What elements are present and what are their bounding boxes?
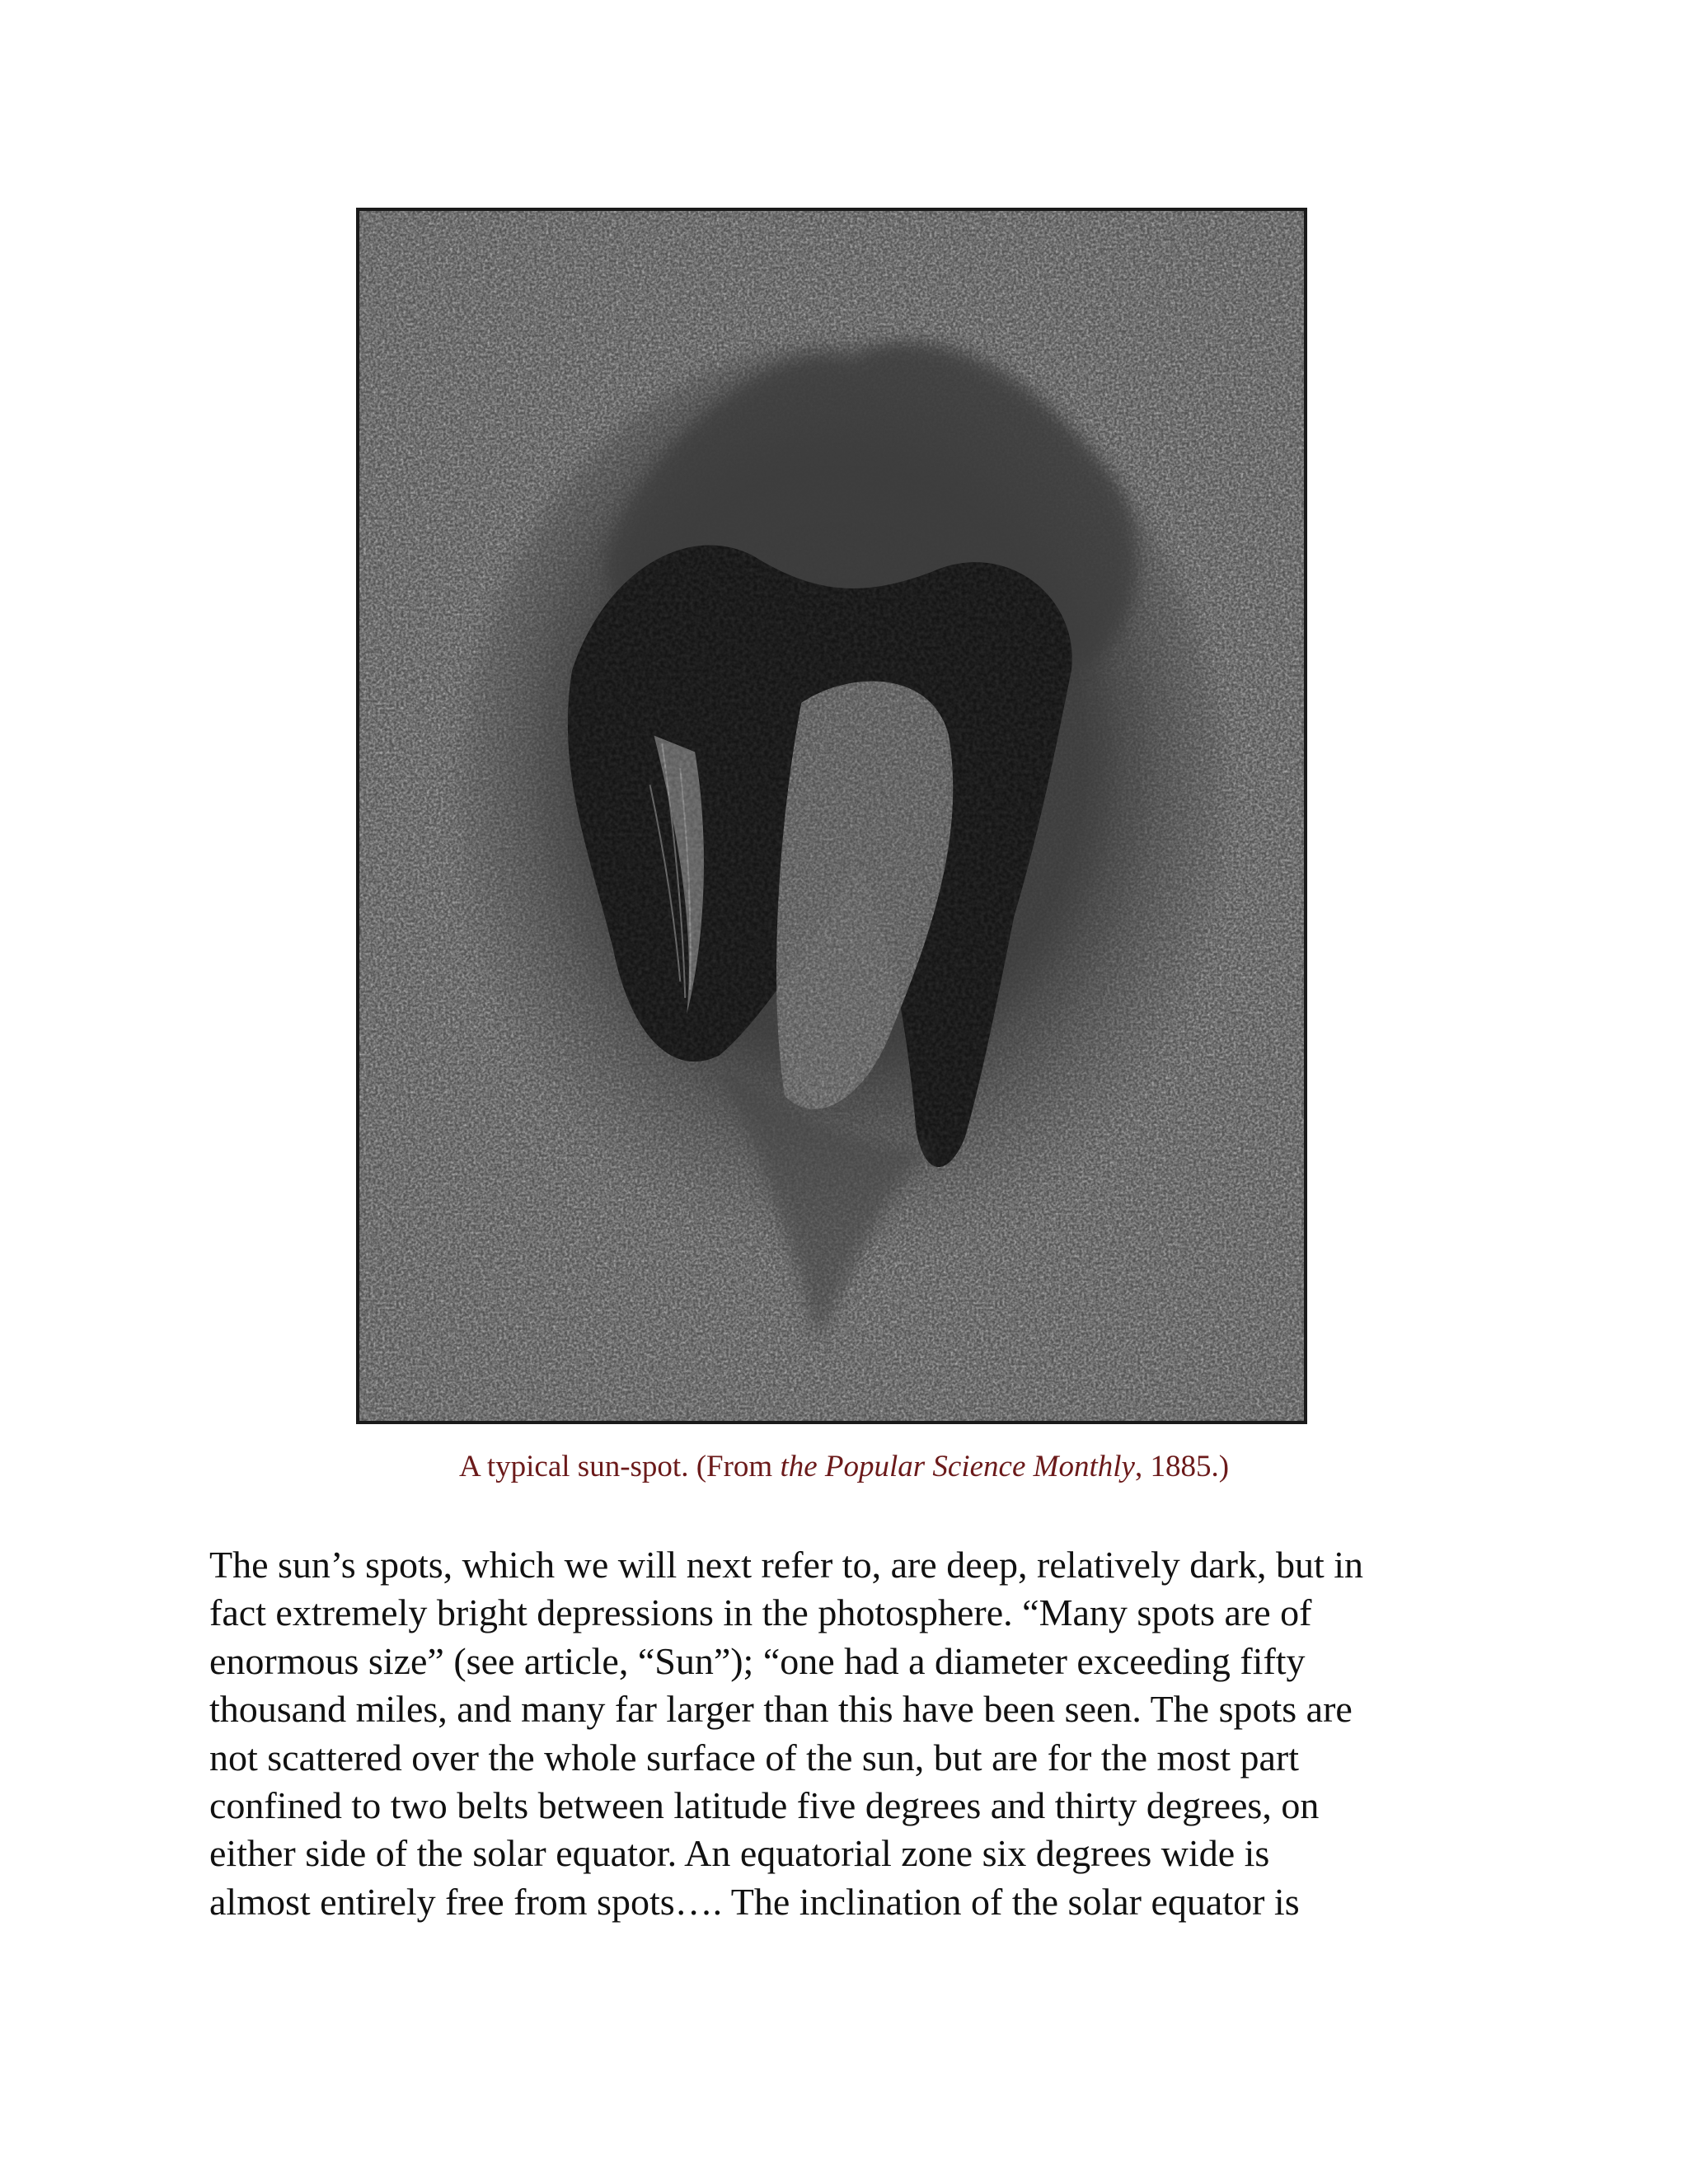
figure-caption — [0, 1449, 1688, 1485]
paragraph-line: confined to two belts between latitude five degrees and thirty degrees, on — [209, 1784, 1320, 1827]
paragraph-line: enormous size” (see article, “Sun”); “one had a diameter exceeding fifty — [209, 1639, 1306, 1682]
sunspot-engraving — [356, 208, 1307, 1424]
caption-source-title: the Popular Science Monthly — [780, 1450, 1135, 1483]
paragraph-line: not scattered over the whole surface of the sun, but are for the most part — [209, 1736, 1300, 1779]
body-paragraph — [209, 1541, 1495, 1926]
paragraph-line: fact extremely bright depressions in the photosphere. “Many spots are of — [209, 1591, 1312, 1634]
paragraph-line: either side of the solar equator. An equatorial zone six degrees wide is — [209, 1832, 1270, 1875]
paragraph-line: thousand miles, and many far larger than this have been seen. The spots are — [209, 1688, 1353, 1731]
caption-prefix: A typical sun-spot. (From — [458, 1450, 781, 1483]
paragraph-line: almost entirely free from spots…. The inclination of the solar equator is — [209, 1880, 1300, 1923]
paragraph-line: The sun’s spots, which we will next refer to, are deep, relatively dark, but in — [209, 1544, 1364, 1586]
sunspot-illustration — [359, 211, 1304, 1421]
caption-suffix: , 1885.) — [1134, 1450, 1230, 1483]
